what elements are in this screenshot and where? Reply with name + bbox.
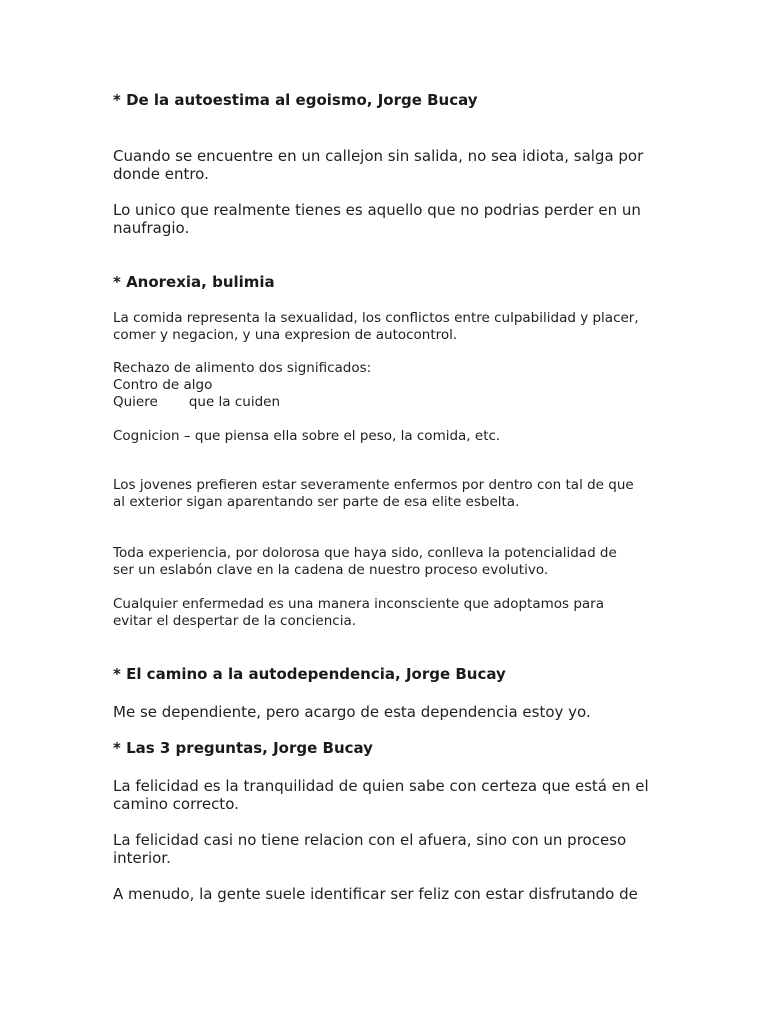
text-line: interior. [113, 849, 171, 867]
heading-tres-preguntas: * Las 3 preguntas, Jorge Bucay [113, 739, 373, 757]
paragraph-rechazo [113, 360, 673, 411]
text-line: camino correcto. [113, 795, 239, 813]
paragraph-cognicion: Cognicion – que piensa ella sobre el peso, la comida, etc. [113, 428, 501, 444]
text-line: ser un eslabón clave en la cadena de nuestro proceso evolutivo. [113, 562, 549, 578]
text-line: donde entro. [113, 165, 209, 183]
text-line: Lo unico que realmente tienes es aquello que no podrias perder en un [113, 201, 641, 219]
paragraph-a-menudo: A menudo, la gente suele identificar ser feliz con estar disfrutando de [113, 885, 638, 903]
text-line: al exterior sigan aparentando ser parte de esa elite esbelta. [113, 494, 520, 510]
text-line: naufragio. [113, 219, 190, 237]
paragraph-jovenes [113, 477, 673, 511]
text-line: Cualquier enfermedad es una manera inconsciente que adoptamos para [113, 596, 604, 612]
text-fragment: que la cuiden [188, 394, 281, 410]
paragraph-felicidad-interior [113, 831, 673, 867]
text-line: La comida representa la sexualidad, los conflictos entre culpabilidad y placer, [113, 310, 639, 326]
heading-anorexia: * Anorexia, bulimia [113, 273, 275, 291]
paragraph-experiencia [113, 545, 673, 579]
paragraph-callejon [113, 147, 673, 183]
text-line: La felicidad es la tranquilidad de quien sabe con certeza que está en el [113, 777, 649, 795]
text-line: comer y negacion, y una expresion de autocontrol. [113, 327, 458, 343]
text-line: Rechazo de alimento dos significados: [113, 360, 372, 376]
text-line: Los jovenes prefieren estar severamente enfermos por dentro con tal de que [113, 477, 634, 493]
paragraph-naufragio [113, 201, 673, 237]
text-line: Toda experiencia, por dolorosa que haya sido, conlleva la potencialidad de [113, 545, 617, 561]
heading-autoestima: * De la autoestima al egoismo, Jorge Bucay [113, 91, 478, 109]
text-line [113, 394, 673, 411]
paragraph-dependiente: Me se dependiente, pero acargo de esta dependencia estoy yo. [113, 703, 591, 721]
paragraph-enfermedad [113, 596, 673, 630]
heading-autodependencia: * El camino a la autodependencia, Jorge Bucay [113, 665, 506, 683]
text-line: Cuando se encuentre en un callejon sin salida, no sea idiota, salga por [113, 147, 644, 165]
text-line: Contro de algo [113, 377, 213, 393]
paragraph-comida [113, 310, 673, 344]
text-fragment: Quiere [113, 394, 158, 410]
paragraph-felicidad-certeza [113, 777, 673, 813]
text-line: evitar el despertar de la conciencia. [113, 613, 357, 629]
text-line: La felicidad casi no tiene relacion con el afuera, sino con un proceso [113, 831, 627, 849]
